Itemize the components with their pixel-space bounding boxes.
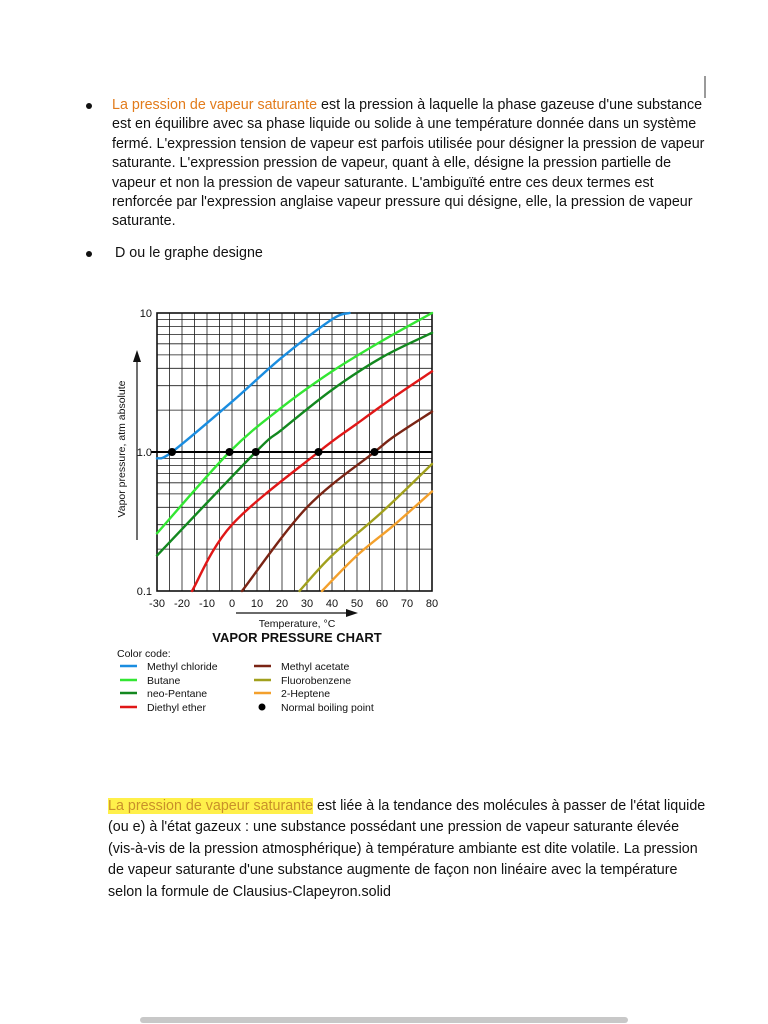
legend-label-diethyl-ether: Diethyl ether — [147, 702, 206, 714]
boiling-point-marker — [168, 448, 176, 456]
legend-swatch-boiling-point — [259, 704, 266, 711]
x-tick-label: 70 — [400, 598, 414, 610]
legend-label-neo-pentane: neo-Pentane — [147, 688, 208, 700]
volatility-text: est liée à la tendance des molécules à passer de l'état liquide (ou e) à l'état gazeux : une substance possédant une pression de vapeur saturante élevée (vis-à-vis de la pression atmosphérique) à température ambiante est dite volatile. La pression de vapeur saturante d'une substance augmente de façon non linéaire avec la température selon la formule de Clausius-Clapeyron.solid — [108, 798, 706, 900]
horizontal-scrollbar[interactable] — [140, 1017, 628, 1023]
x-tick-label: 50 — [350, 598, 364, 610]
x-tick-label: 20 — [275, 598, 289, 610]
y-axis-arrow-head — [133, 350, 141, 362]
legend-label-butane: Butane — [147, 675, 181, 687]
highlighted-term: La pression de vapeur saturante — [108, 798, 314, 814]
x-tick-label: 0 — [228, 598, 236, 610]
x-tick-label: -20 — [174, 598, 190, 610]
legend-label-methyl-chloride: Methyl chloride — [147, 661, 218, 673]
boiling-point-marker — [315, 448, 323, 456]
x-tick-label: 60 — [375, 598, 389, 610]
y-tick-label: 1.0 — [136, 447, 152, 459]
y-tick-label: 0.1 — [136, 586, 152, 598]
y-axis-label: Vapor pressure, atm absolute — [116, 380, 128, 518]
x-axis-label: Temperature, °C — [258, 618, 336, 630]
legend-label-2-heptene: 2-Heptene — [281, 688, 331, 700]
x-axis-arrow-head — [346, 609, 358, 617]
boiling-point-marker — [371, 448, 379, 456]
x-tick-label: -30 — [149, 598, 165, 610]
legend-label-boiling-point: Normal boiling point — [281, 702, 374, 714]
x-tick-label: -10 — [199, 598, 215, 610]
chart-title: VAPOR PRESSURE CHART — [212, 630, 382, 645]
highlighted-term: La pression de vapeur saturante — [112, 97, 318, 113]
boiling-point-marker — [252, 448, 260, 456]
x-tick-label: 80 — [425, 598, 439, 610]
graph-intro-text: D ou le graphe designe — [115, 244, 263, 261]
x-tick-label: 30 — [300, 598, 314, 610]
legend-label-fluorobenzene: Fluorobenzene — [281, 675, 352, 687]
x-tick-label: 40 — [325, 598, 339, 610]
volatility-paragraph — [108, 796, 708, 903]
legend-label-methyl-acetate: Methyl acetate — [281, 661, 350, 673]
boiling-point-marker — [226, 448, 234, 456]
definition-text: est la pression à laquelle la phase gazeuse d'une substance est en équilibre avec sa phase liquide ou solide à une température donnée dans un système fermé. L'expression tension de vapeur est parfois utilisée pour désigner la pression de vapeur saturante. L'expression pression de vapeur, quant à elle, désigne la pression partielle de vapeur et non la pression de vapeur saturante. L'ambiguïté entre ces deux termes est renforcée par l'expression anglaise vapeur pressure qui désigne, elle, la pression de vapeur saturante. — [112, 97, 705, 230]
y-tick-label: 10 — [139, 308, 152, 320]
legend-title: Color code: — [117, 648, 171, 660]
x-tick-label: 10 — [250, 598, 264, 610]
